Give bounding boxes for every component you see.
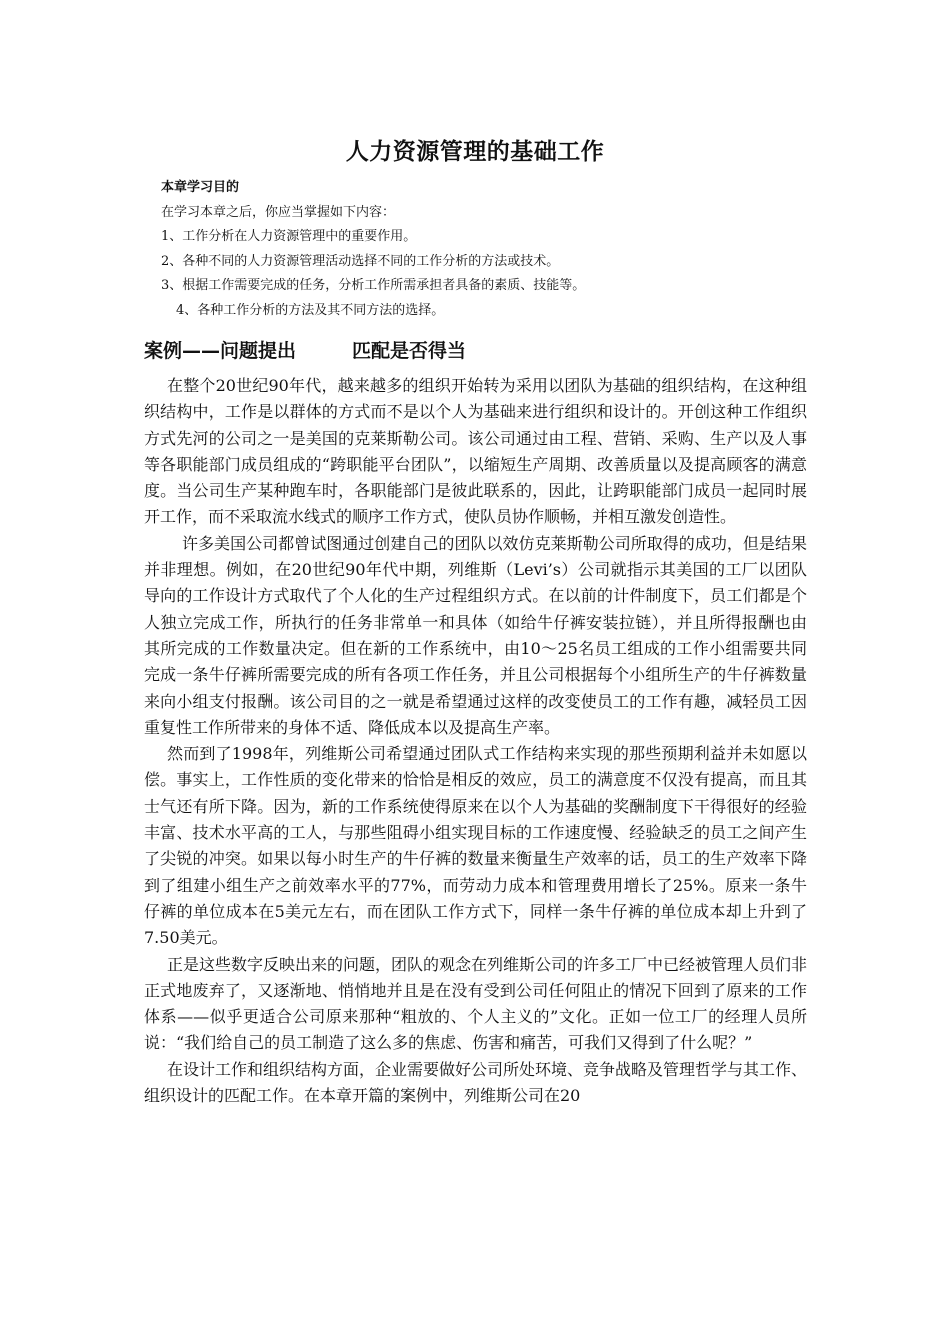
case-body: [144, 373, 807, 1109]
document-title: 人力资源管理的基础工作: [345, 139, 605, 165]
case-paragraph: 然而到了1998年，列维斯公司希望通过团队式工作结构来实现的那些预期利益并未如愿以偿。事实上，工作性质的变化带来的恰恰是相反的效应，员工的满意度不仅没有提高，而且其士气还有所下降。因为，新的工作系统使得原来在以个人为基础的奖酬制度下干得很好的经验丰富、技术水平高的工人，与那些阻碍小组实现目标的工作速度慢、经验缺乏的员工之间产生了尖锐的冲突。如果以每小时生产的牛仔裤的数量来衡量生产效率的话，员工的生产效率下降到了组建小组生产之前效率水平的77%，而劳动力成本和管理费用增长了25%。原来一条牛仔裤的单位成本在5美元左右，而在团队工作方式下，同样一条牛仔裤的单位成本却上升到了7.50美元。: [144, 744, 807, 948]
objective-item: 4、各种工作分析的方法及其不同方法的选择。: [176, 302, 445, 318]
case-paragraph: 许多美国公司都曾试图通过创建自己的团队以效仿克莱斯勒公司所取得的成功，但是结果并非理想。例如，在20世纪90年代中期，列维斯（Levi’s）公司就指示其美国的工厂以团队导向的工作设计方式取代了个人化的生产过程组织方式。在以前的计件制度下，员工们都是个人独立完成工作，所执行的任务非常单一和具体（如给牛仔裤安装拉链），并且所得报酬也由其所完成的工作数量决定。但在新的工作系统中，由10～25名员工组成的工作小组需要共同完成一条牛仔裤所需要完成的所有各项工作任务，并且公司根据每个小组所生产的牛仔裤数量来向小组支付报酬。该公司目的之一就是希望通过这样的改变使员工的工作有趣，减轻员工因重复性工作所带来的身体不适、降低成本以及提高生产率。: [144, 533, 807, 737]
case-heading: [144, 336, 466, 366]
case-paragraph: 在整个20世纪90年代，越来越多的组织开始转为采用以团队为基础的组织结构，在这种组织结构中，工作是以群体的方式而不是以个人为基础来进行组织和设计的。开创这种工作组织方式先河的公司之一是美国的克莱斯勒公司。该公司通过由工程、营销、采购、生产以及人事等各职能部门成员组成的“跨职能平台团队”，以缩短生产周期、改善质量以及提高顾客的满意度。当公司生产某种跑车时，各职能部门是彼此联系的，因此，让跨职能部门成员一起同时展开工作，而不采取流水线式的顺序工作方式，使队员协作顺畅，并相互激发创造性。: [144, 376, 807, 527]
case-heading-left: 案例——问题提出: [144, 340, 297, 362]
case-heading-right: 匹配是否得当: [352, 340, 467, 362]
objective-item: 2、各种不同的人力资源管理活动选择不同的工作分析的方法或技术。: [161, 253, 560, 269]
learning-objectives: [161, 176, 821, 324]
objective-item: 3、根据工作需要完成的任务，分析工作所需承担者具备的素质、技能等。: [161, 278, 586, 294]
objectives-intro: 在学习本章之后，你应当掌握如下内容：: [161, 204, 396, 220]
case-paragraph: 在设计工作和组织结构方面，企业需要做好公司所处环境、竞争战略及管理哲学与其工作、组织设计的匹配工作。在本章开篇的案例中，列维斯公司在20: [144, 1059, 808, 1106]
objectives-heading: 本章学习目的: [161, 180, 240, 195]
objective-item: 1、工作分析在人力资源管理中的重要作用。: [161, 229, 417, 245]
case-paragraph: 正是这些数字反映出来的问题，团队的观念在列维斯公司的许多工厂中已经被管理人员们非正式地废弃了，又逐渐地、悄悄地并且是在没有受到公司任何阻止的情况下回到了原来的工作体系——似乎更适合公司原来那种“粗放的、个人主义的”文化。正如一位工厂的经理人员所说：“我们给自己的员工制造了这么多的焦虑、伤害和痛苦，可我们又得到了什么呢？”: [144, 954, 808, 1053]
